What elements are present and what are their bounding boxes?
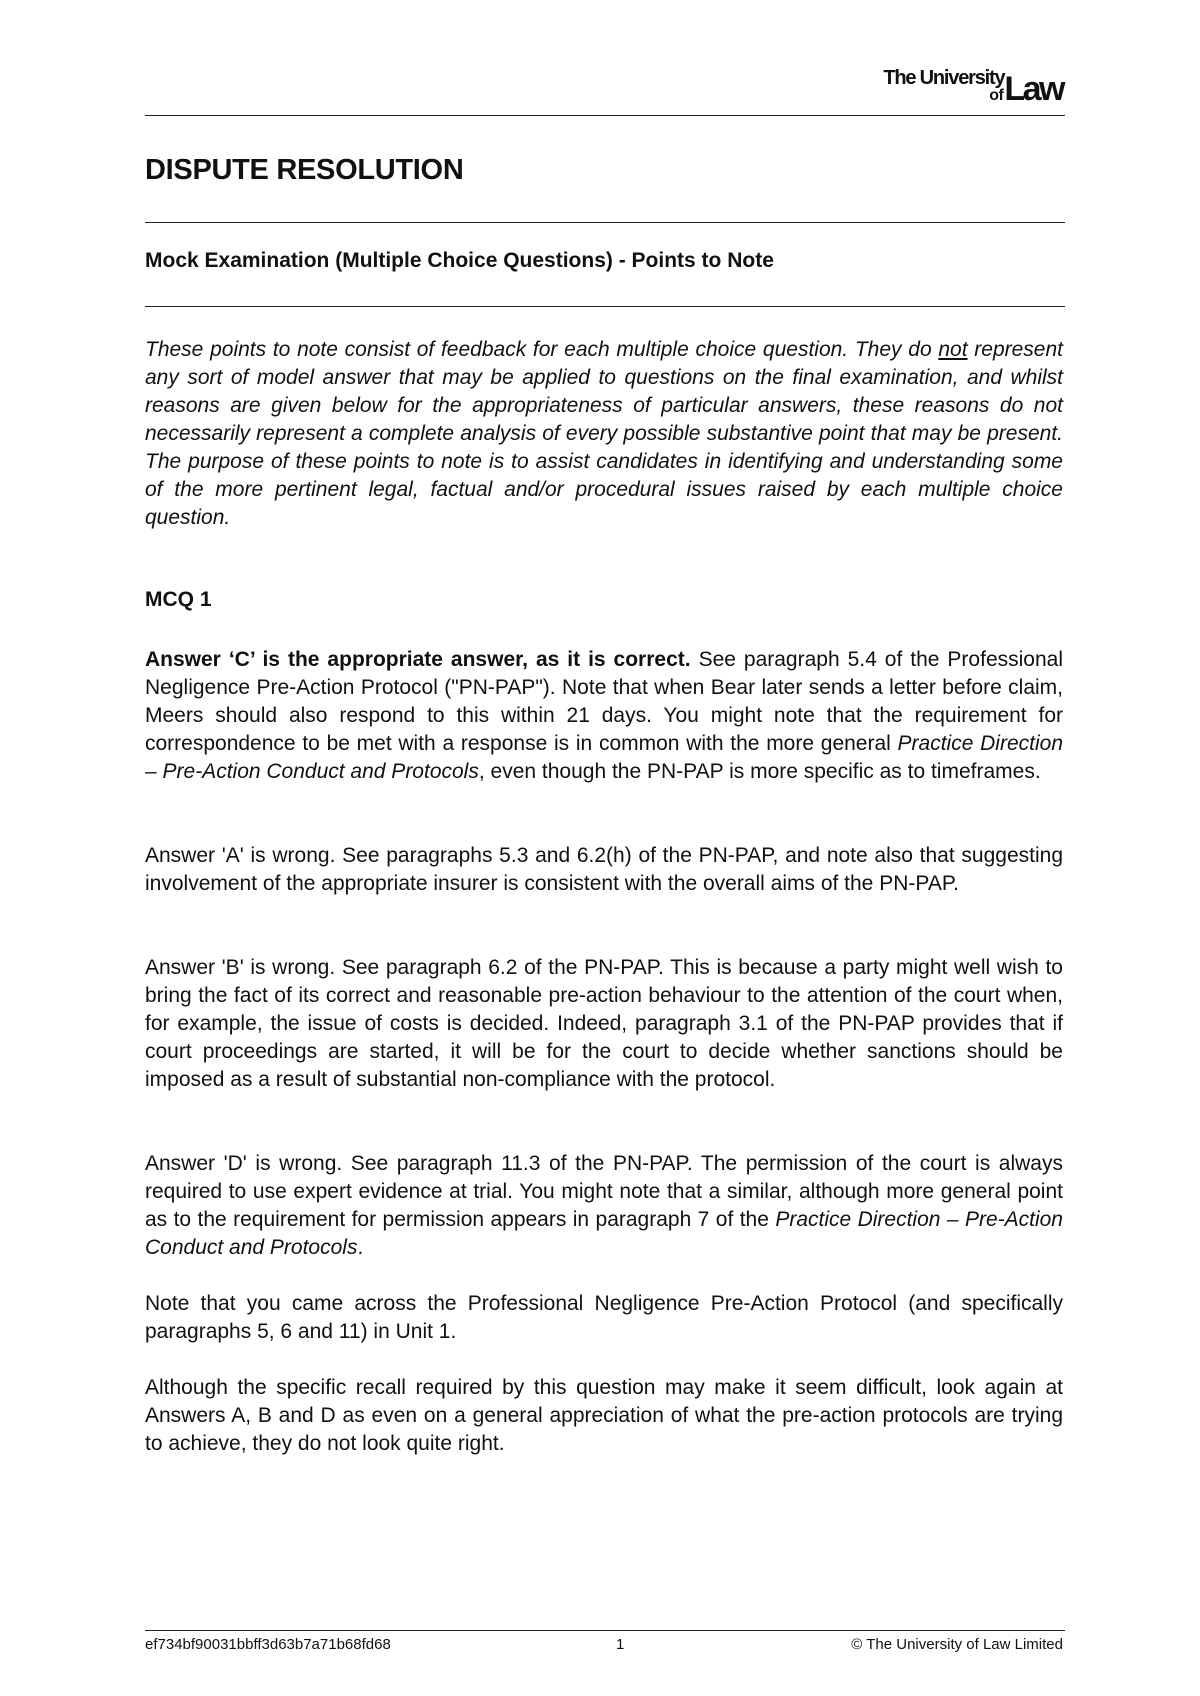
answer-c-italic: Practice Direction – Pre-Action Conduct and Protocols [145, 732, 1063, 783]
intro-paragraph [145, 336, 1063, 532]
mcq-heading: MCQ 1 [145, 588, 212, 611]
footer-doc-id: ef734bf90031bbff3d63b7a71b68fd68 [145, 1636, 391, 1653]
logo-of: of [989, 87, 1004, 104]
answer-d-text2: . [357, 1236, 364, 1259]
university-logo [883, 66, 1063, 106]
subtitle-divider [145, 306, 1065, 307]
title-divider [145, 222, 1065, 223]
answer-c-paragraph [145, 646, 1063, 786]
footer-divider [145, 1630, 1065, 1631]
page-subtitle: Mock Examination (Multiple Choice Questions) - Points to Note [145, 249, 774, 272]
logo-line1: The University [883, 67, 1005, 89]
intro-part1: These points to note consist of feedback for each multiple choice question. They do [145, 338, 939, 361]
footer-copyright: © The University of Law Limited [851, 1636, 1063, 1653]
intro-underlined: not [938, 338, 968, 361]
answer-d-italic: Practice Direction – Pre-Action Conduct and Protocols [145, 1208, 1063, 1259]
answer-c-text2: , even though the PN-PAP is more specific as to timeframes. [478, 760, 1041, 783]
answer-d-paragraph [145, 1150, 1063, 1262]
closing-paragraph: Although the specific recall required by this question may make it seem difficult, look again at Answers A, B and D as even on a general appreciation of what the pre-action protocols are trying to achieve, they do not look quite right. [145, 1376, 1063, 1455]
answer-a-paragraph: Answer 'A' is wrong. See paragraphs 5.3 and 6.2(h) of the PN-PAP, and note also that suggesting involvement of the appropriate insurer is consistent with the overall aims of the PN-PAP. [145, 844, 1063, 895]
answer-d-text1: Answer 'D' is wrong. See paragraph 11.3 of the PN-PAP. The permission of the court is always required to use expert evidence at trial. You might note that a similar, although more general point as to the requirement for permission appears in paragraph 7 of the [145, 1152, 1063, 1231]
note-paragraph: Note that you came across the Professional Negligence Pre-Action Protocol (and specifically paragraphs 5, 6 and 11) in Unit 1. [145, 1292, 1063, 1343]
answer-c-bold: Answer ‘C’ is the appropriate answer, as it is correct. [145, 648, 691, 671]
header-divider [145, 115, 1065, 116]
intro-part2: represent any sort of model answer that may be applied to questions on the final examination, and whilst reasons are given below for the appropriateness of particular answers, these reasons do not necessarily represent a complete analysis of every possible substantive point that may be present. The purpose of these points to note is to assist candidates in identifying and understanding some of the more pertinent legal, factual and/or procedural issues raised by each multiple choice question. [145, 338, 1063, 529]
answer-b-paragraph: Answer 'B' is wrong. See paragraph 6.2 of the PN-PAP. This is because a party might well wish to bring the fact of its correct and reasonable pre-action behaviour to the attention of the court when, for example, the issue of costs is decided. Indeed, paragraph 3.1 of the PN-PAP provides that if court proceedings are started, it will be for the court to decide whether sanctions should be imposed as a result of substantial non-compliance with the protocol. [145, 956, 1063, 1091]
logo-law: Law [1004, 70, 1063, 108]
page-title: DISPUTE RESOLUTION [145, 154, 464, 186]
footer-page-number: 1 [616, 1636, 625, 1653]
answer-c-text1: See paragraph 5.4 of the Professional Negligence Pre-Action Protocol ("PN-PAP"). Note that when Bear later sends a letter before claim, Meers should also respond to this within 21 days. You might note that the requirement for correspondence to be met with a response is in common with the more general [145, 648, 1063, 755]
